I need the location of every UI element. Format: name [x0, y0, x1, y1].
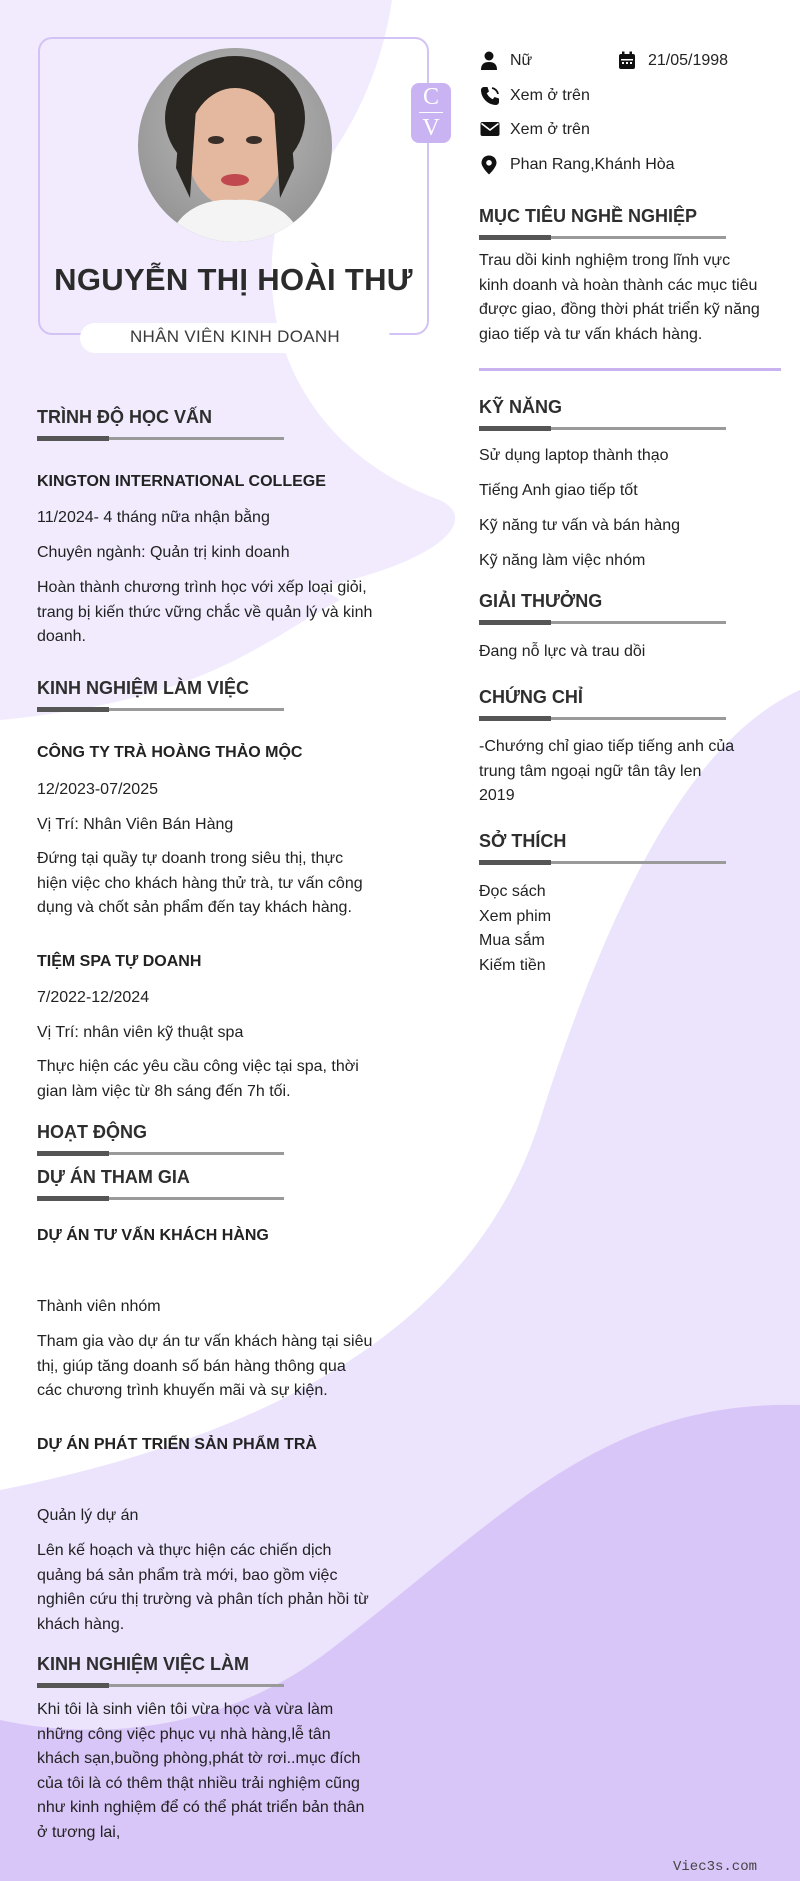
hobby-item: Mua sắm [479, 932, 545, 949]
experience-extra-line: ở tương lai, [37, 1823, 121, 1841]
gender-value: Nữ [510, 52, 533, 69]
hobbies-heading: SỞ THÍCH [479, 831, 567, 851]
experience-extra-line: của tôi là có thêm thật nhiều trải nghiệm cũng [37, 1774, 360, 1792]
skill-item: Kỹ năng tư vấn và bán hàng [479, 517, 681, 534]
experience-extra-line: như kinh nghiệm để có thể phát triển bản thân [37, 1799, 365, 1816]
project-desc-line: Lên kế hoạch và thực hiện các chiến dịch [37, 1542, 332, 1559]
skills-heading: KỸ NĂNG [479, 397, 563, 417]
education-period: 11/2024- 4 tháng nữa nhận bằng [37, 509, 270, 526]
awards-text: Đang nỗ lực và trau dồi [479, 643, 646, 660]
activities-heading: HOẠT ĐỘNG [37, 1122, 147, 1142]
hobbies-section-header [479, 831, 566, 852]
objective-line: giao tiếp và tư vấn khách hàng. [479, 325, 703, 343]
project-name: DỰ ÁN PHÁT TRIỂN SẢN PHẨM TRÀ [37, 1436, 317, 1453]
project-name: DỰ ÁN TƯ VẤN KHÁCH HÀNG [37, 1227, 269, 1244]
awards-heading: GIẢI THƯỞNG [479, 591, 603, 611]
experience-heading: KINH NGHIỆM LÀM VIỆC [37, 678, 250, 698]
education-heading: TRÌNH ĐỘ HỌC VẤN [37, 407, 212, 427]
project-desc-line: khách hàng. [37, 1615, 125, 1633]
education-school: KINGTON INTERNATIONAL COLLEGE [37, 473, 326, 490]
certificate-line: trung tâm ngoại ngữ tân tây len [479, 762, 702, 780]
hobbies-list [479, 880, 551, 978]
certificate-line: 2019 [479, 787, 515, 804]
experience-extra-line: khách sạn,buồng phòng,phát tờ rơi..mục đích [37, 1750, 361, 1767]
skill-item: Tiếng Anh giao tiếp tốt [479, 482, 638, 499]
education-section-header [37, 407, 212, 428]
objective-section-header [479, 206, 697, 227]
project-desc-line: thị, giúp tăng doanh số bán hàng thông qua [37, 1357, 346, 1375]
phone-icon [480, 86, 500, 106]
project-description [37, 1539, 397, 1637]
activities-section-header [37, 1122, 147, 1143]
projects-section-header [37, 1167, 190, 1188]
job-desc-line: Đứng tại quầy tự doanh trong siêu thị, thực [37, 850, 344, 867]
job-desc-line: hiện việc cho khách hàng thử trà, tư vấn công [37, 874, 363, 892]
experience-extra-description [37, 1698, 397, 1845]
project-description [37, 1330, 397, 1404]
project-desc-line: Tham gia vào dự án tư vấn khách hàng tại siêu [37, 1333, 373, 1350]
education-description [37, 576, 397, 650]
certificates-section-header [479, 687, 583, 708]
cv-badge [411, 83, 451, 143]
experience-extra-heading: KINH NGHIỆM VIỆC LÀM [37, 1654, 250, 1674]
hobby-item: Xem phim [479, 907, 552, 925]
objective-line: Trau dồi kinh nghiệm trong lĩnh vực [479, 252, 731, 269]
certificates-description [479, 735, 754, 809]
skill-item: Sử dụng laptop thành thạo [479, 447, 669, 464]
education-desc-line: doanh. [37, 628, 86, 645]
watermark: Viec3s.com [673, 1859, 758, 1875]
job-position: Vị Trí: Nhân Viên Bán Hàng [37, 816, 234, 833]
projects-heading: DỰ ÁN THAM GIA [37, 1167, 190, 1187]
experience-extra-section-header [37, 1654, 249, 1675]
person-icon [480, 51, 498, 71]
job-period: 7/2022-12/2024 [37, 989, 150, 1006]
candidate-title: NHÂN VIÊN KINH DOANH [129, 327, 341, 346]
objective-line: được giao, đồng thời phát triển kỹ năng [479, 301, 760, 318]
job-desc-line: Thực hiện các yêu cầu công việc tại spa, thời [37, 1058, 359, 1075]
cv-badge-letter-c: C [422, 84, 439, 110]
job-desc-line: gian làm việc từ 8h sáng đến 7h tối. [37, 1082, 291, 1100]
cv-badge-letter-v: V [422, 115, 440, 141]
education-desc-line: trang bị kiến thức vững chắc về quản lý và kinh [37, 603, 373, 621]
experience-section-header [37, 678, 249, 699]
experience-extra-line: Khi tôi là sinh viên tôi vừa học và vừa làm [37, 1701, 334, 1718]
project-role: Quản lý dự án [37, 1507, 139, 1524]
objective-divider [479, 368, 781, 371]
skill-item: Kỹ năng làm việc nhóm [479, 552, 646, 569]
job-description [37, 847, 397, 921]
project-role: Thành viên nhóm [37, 1298, 161, 1315]
objective-line: kinh doanh và hoàn thành các mục tiêu [479, 276, 758, 294]
objective-description [479, 249, 779, 347]
envelope-icon [480, 120, 500, 138]
project-desc-line: quảng bá sản phẩm trà mới, bao gồm việc [37, 1566, 338, 1584]
awards-section-header [479, 591, 602, 612]
skills-section-header [479, 397, 562, 418]
project-desc-line: nghiên cứu thị trường và phân tích phản hồi từ [37, 1591, 369, 1608]
job-company: TIỆM SPA TỰ DOANH [37, 953, 202, 970]
profile-photo [138, 48, 332, 242]
candidate-name: NGUYỄN THỊ HOÀI THƯ [54, 262, 413, 297]
education-major: Chuyên ngành: Quản trị kinh doanh [37, 544, 290, 561]
experience-extra-line: những công việc phục vụ nhà hàng,lễ tân [37, 1725, 331, 1743]
certificate-line: -Chướng chỉ giao tiếp tiếng anh của [479, 738, 735, 755]
job-position: Vị Trí: nhân viên kỹ thuật spa [37, 1024, 244, 1041]
job-company: CÔNG TY TRÀ HOÀNG THẢO MỘC [37, 744, 303, 761]
birthdate-value: 21/05/1998 [648, 52, 729, 69]
hobby-item: Kiếm tiền [479, 956, 546, 974]
education-desc-line: Hoàn thành chương trình học với xếp loại giỏi, [37, 579, 367, 596]
location-pin-icon [480, 155, 498, 175]
job-description [37, 1055, 397, 1104]
job-desc-line: dụng và chốt sản phẩm đến tay khách hàng. [37, 899, 352, 916]
address-value: Phan Rang,Khánh Hòa [510, 156, 675, 173]
objective-heading: MỤC TIÊU NGHỀ NGHIỆP [479, 206, 698, 226]
hobby-item: Đọc sách [479, 883, 546, 900]
calendar-icon [618, 51, 636, 71]
job-period: 12/2023-07/2025 [37, 781, 158, 798]
project-desc-line: các chương trình khuyến mãi và sự kiện. [37, 1382, 328, 1399]
certificates-heading: CHỨNG CHỈ [479, 687, 583, 707]
phone-value: Xem ở trên [510, 87, 590, 104]
email-value: Xem ở trên [510, 121, 590, 138]
